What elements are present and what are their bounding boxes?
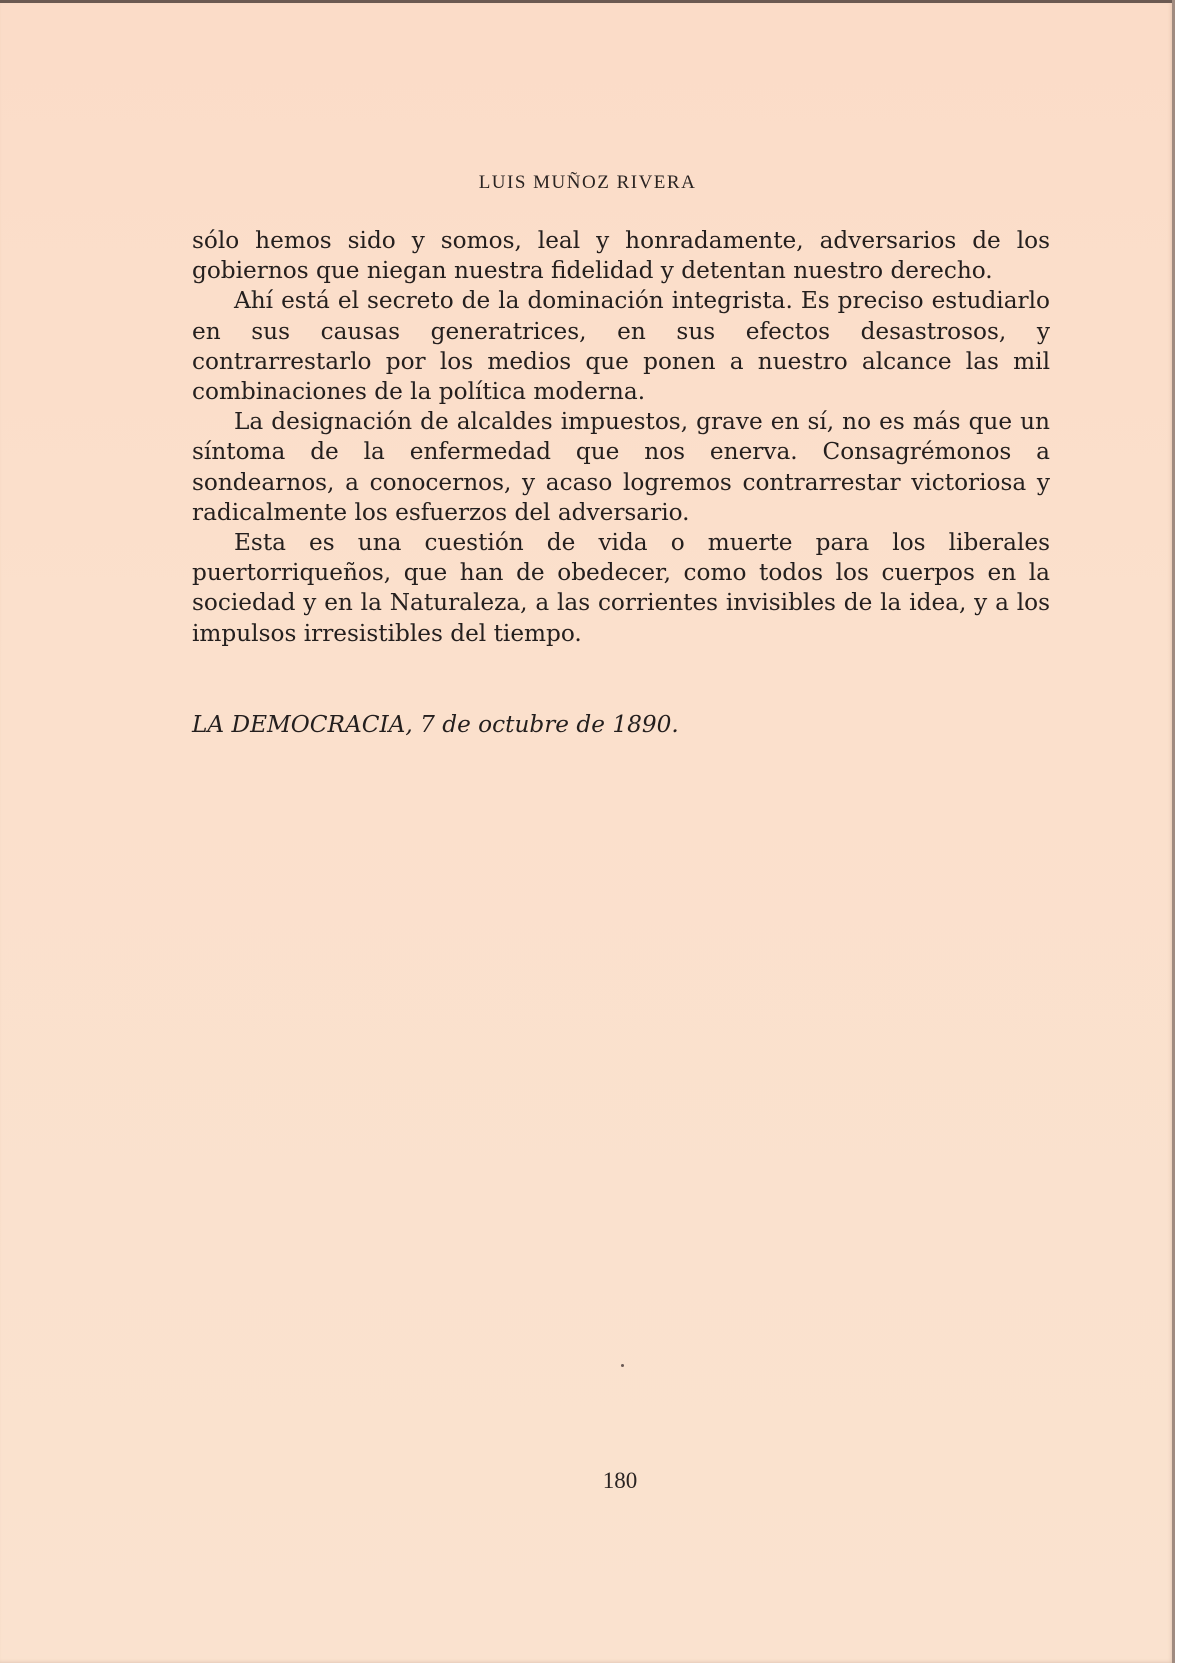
body-text — [192, 226, 1050, 649]
source-citation: LA DEMOCRACIA, 7 de octubre de 1890. — [192, 711, 679, 738]
paragraph-1: sólo hemos sido y somos, leal y honradamente, adversarios de los gobiernos que niegan nuestra fidelidad y detentan nuestro derecho. — [192, 227, 1050, 285]
paper-speck — [621, 1364, 624, 1367]
paragraph-4: Esta es una cuestión de vida o muerte para los liberales puertorriqueños, que han de obedecer, como todos los cuerpos en la sociedad y en la Naturaleza, a las corrientes invisibles de la idea, y a los impulsos irresistibles del tiempo. — [192, 529, 1050, 647]
page-number: 180 — [602, 1468, 638, 1493]
paragraph-2: Ahí está el secreto de la dominación integrista. Es preciso estudiarlo en sus causas generatrices, en sus efectos desastrosos, y contrarrestarlo por los medios que ponen a nuestro alcance las mil combinaciones de la política moderna. — [192, 287, 1050, 406]
paragraph-3: La designación de alcaldes impuestos, grave en sí, no es más que un síntoma de la enfermedad que nos enerva. Consagrémonos a sondearnos, a conocernos, y acaso logremos contrarrestar victoriosa y radicalmente los esfuerzos del adversario. — [192, 408, 1050, 526]
running-head: LUIS MUÑOZ RIVERA — [478, 172, 697, 193]
page-top-edge — [0, 0, 1175, 3]
page-right-edge — [1172, 0, 1175, 1663]
